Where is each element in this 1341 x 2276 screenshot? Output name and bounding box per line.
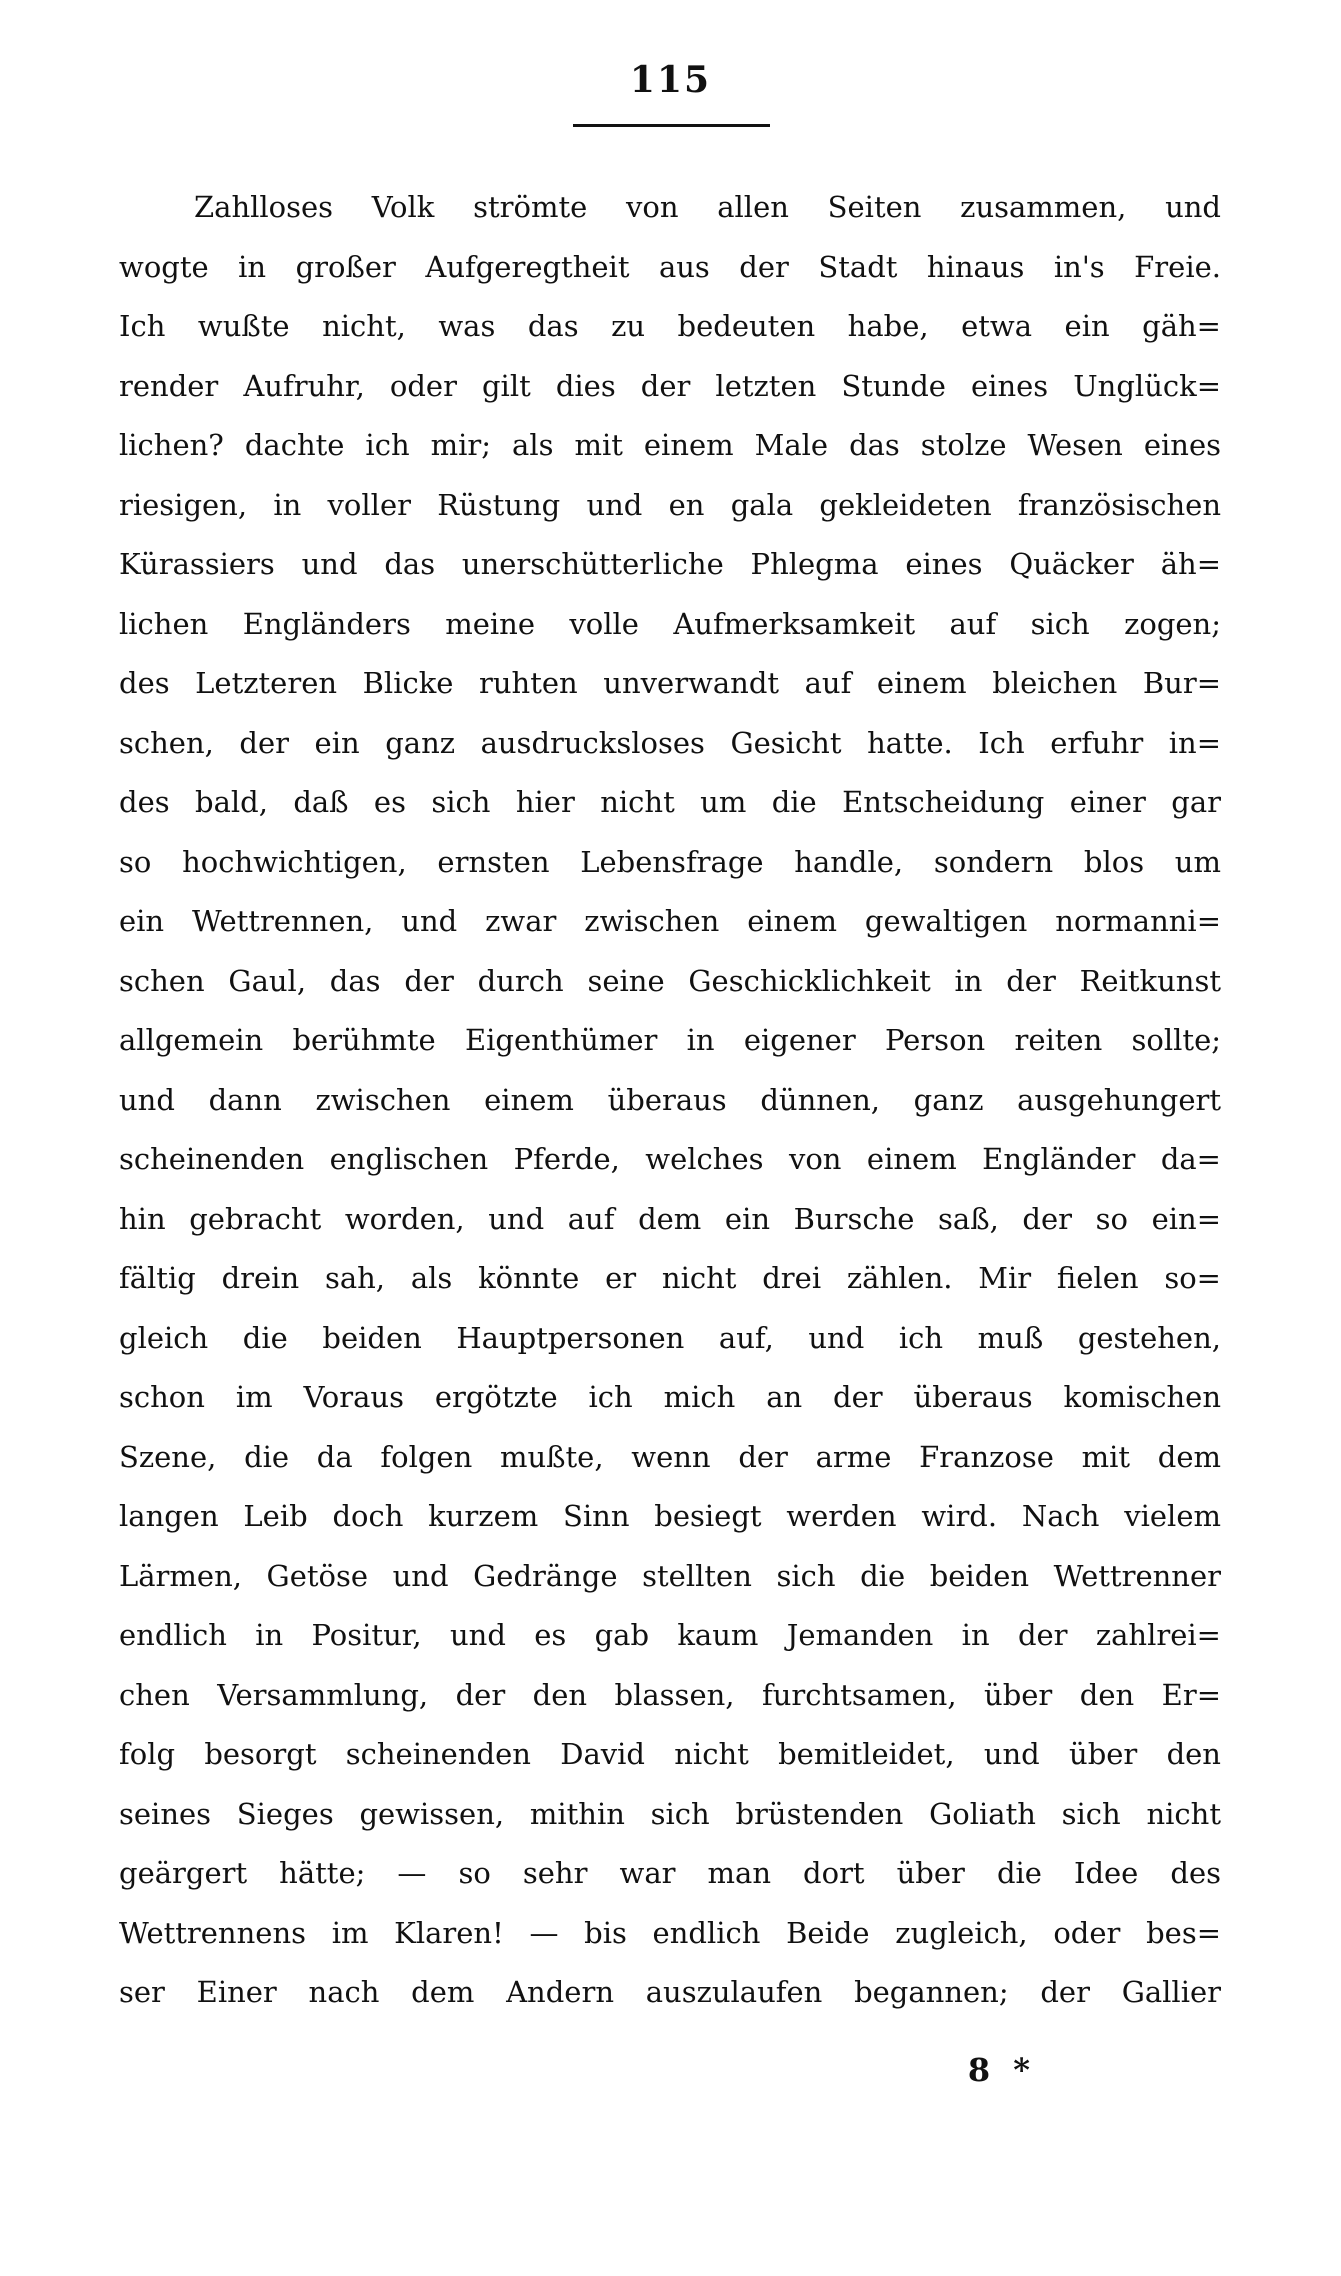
text-line: Wettrennens im Klaren! — bis endlich Beide zugleich, oder bes= (119, 1915, 1221, 1950)
text-line: Lärmen, Getöse und Gedränge stellten sich die beiden Wettrenner (119, 1558, 1221, 1593)
text-line: ser Einer nach dem Andern auszulaufen begannen; der Gallier (119, 1975, 1221, 2009)
text-line: hin gebracht worden, und auf dem ein Bursche saß, der so ein= (119, 1201, 1221, 1236)
text-line: gleich die beiden Hauptpersonen auf, und ich muß gestehen, (119, 1320, 1221, 1355)
text-line: fältig drein sah, als könnte er nicht drei zählen. Mir fielen so= (119, 1261, 1221, 1295)
text-line: schon im Voraus ergötzte ich mich an der überaus komischen (119, 1380, 1221, 1414)
text-line: render Aufruhr, oder gilt dies der letzten Stunde eines Unglück= (119, 368, 1221, 403)
text-line: folg besorgt scheinenden David nicht bemitleidet, und über den (119, 1737, 1221, 1771)
text-line: geärgert hätte; — so sehr war man dort über die Idee des (119, 1856, 1221, 1890)
text-line: schen Gaul, das der durch seine Geschicklichkeit in der Reitkunst (119, 963, 1221, 998)
text-line: lichen? dachte ich mir; als mit einem Male das stolze Wesen eines (119, 428, 1221, 462)
text-line: seines Sieges gewissen, mithin sich brüstenden Goliath sich nicht (119, 1796, 1221, 1831)
text-line: Zahlloses Volk strömte von allen Seiten zusammen, und (194, 190, 1221, 224)
text-line: und dann zwischen einem überaus dünnen, ganz ausgehungert (119, 1082, 1221, 1117)
text-line: ein Wettrennen, und zwar zwischen einem gewaltigen normanni= (119, 904, 1221, 938)
text-line: wogte in großer Aufgeregtheit aus der Stadt hinaus in's Freie. (119, 249, 1221, 284)
text-line: des bald, daß es sich hier nicht um die Entscheidung einer gar (119, 785, 1221, 819)
text-line: des Letzteren Blicke ruhten unverwandt auf einem bleichen Bur= (119, 666, 1221, 700)
text-line: riesigen, in voller Rüstung und en gala gekleideten französischen (119, 487, 1221, 522)
text-line: so hochwichtigen, ernsten Lebensfrage handle, sondern blos um (119, 844, 1221, 879)
text-line: Kürassiers und das unerschütterliche Phlegma eines Quäcker äh= (119, 547, 1221, 581)
text-line: schen, der ein ganz ausdrucksloses Gesicht hatte. Ich erfuhr in= (119, 725, 1221, 760)
header-rule (573, 124, 770, 127)
text-line: endlich in Positur, und es gab kaum Jemanden in der zahlrei= (119, 1618, 1221, 1652)
body-text (119, 178, 1221, 2023)
text-line: scheinenden englischen Pferde, welches von einem Engländer da= (119, 1142, 1221, 1176)
text-line: Szene, die da folgen mußte, wenn der arme Franzose mit dem (119, 1439, 1221, 1474)
text-line: lichen Engländers meine volle Aufmerksamkeit auf sich zogen; (119, 606, 1221, 641)
signature-mark: 8 * (967, 2051, 1036, 2089)
text-line: langen Leib doch kurzem Sinn besiegt werden wird. Nach vielem (119, 1499, 1221, 1533)
text-line: chen Versammlung, der den blassen, furchtsamen, über den Er= (119, 1677, 1221, 1712)
text-line: allgemein berühmte Eigenthümer in eigener Person reiten sollte; (119, 1023, 1221, 1057)
text-line: Ich wußte nicht, was das zu bedeuten habe, etwa ein gäh= (119, 309, 1221, 343)
page-number: 115 (629, 59, 712, 101)
